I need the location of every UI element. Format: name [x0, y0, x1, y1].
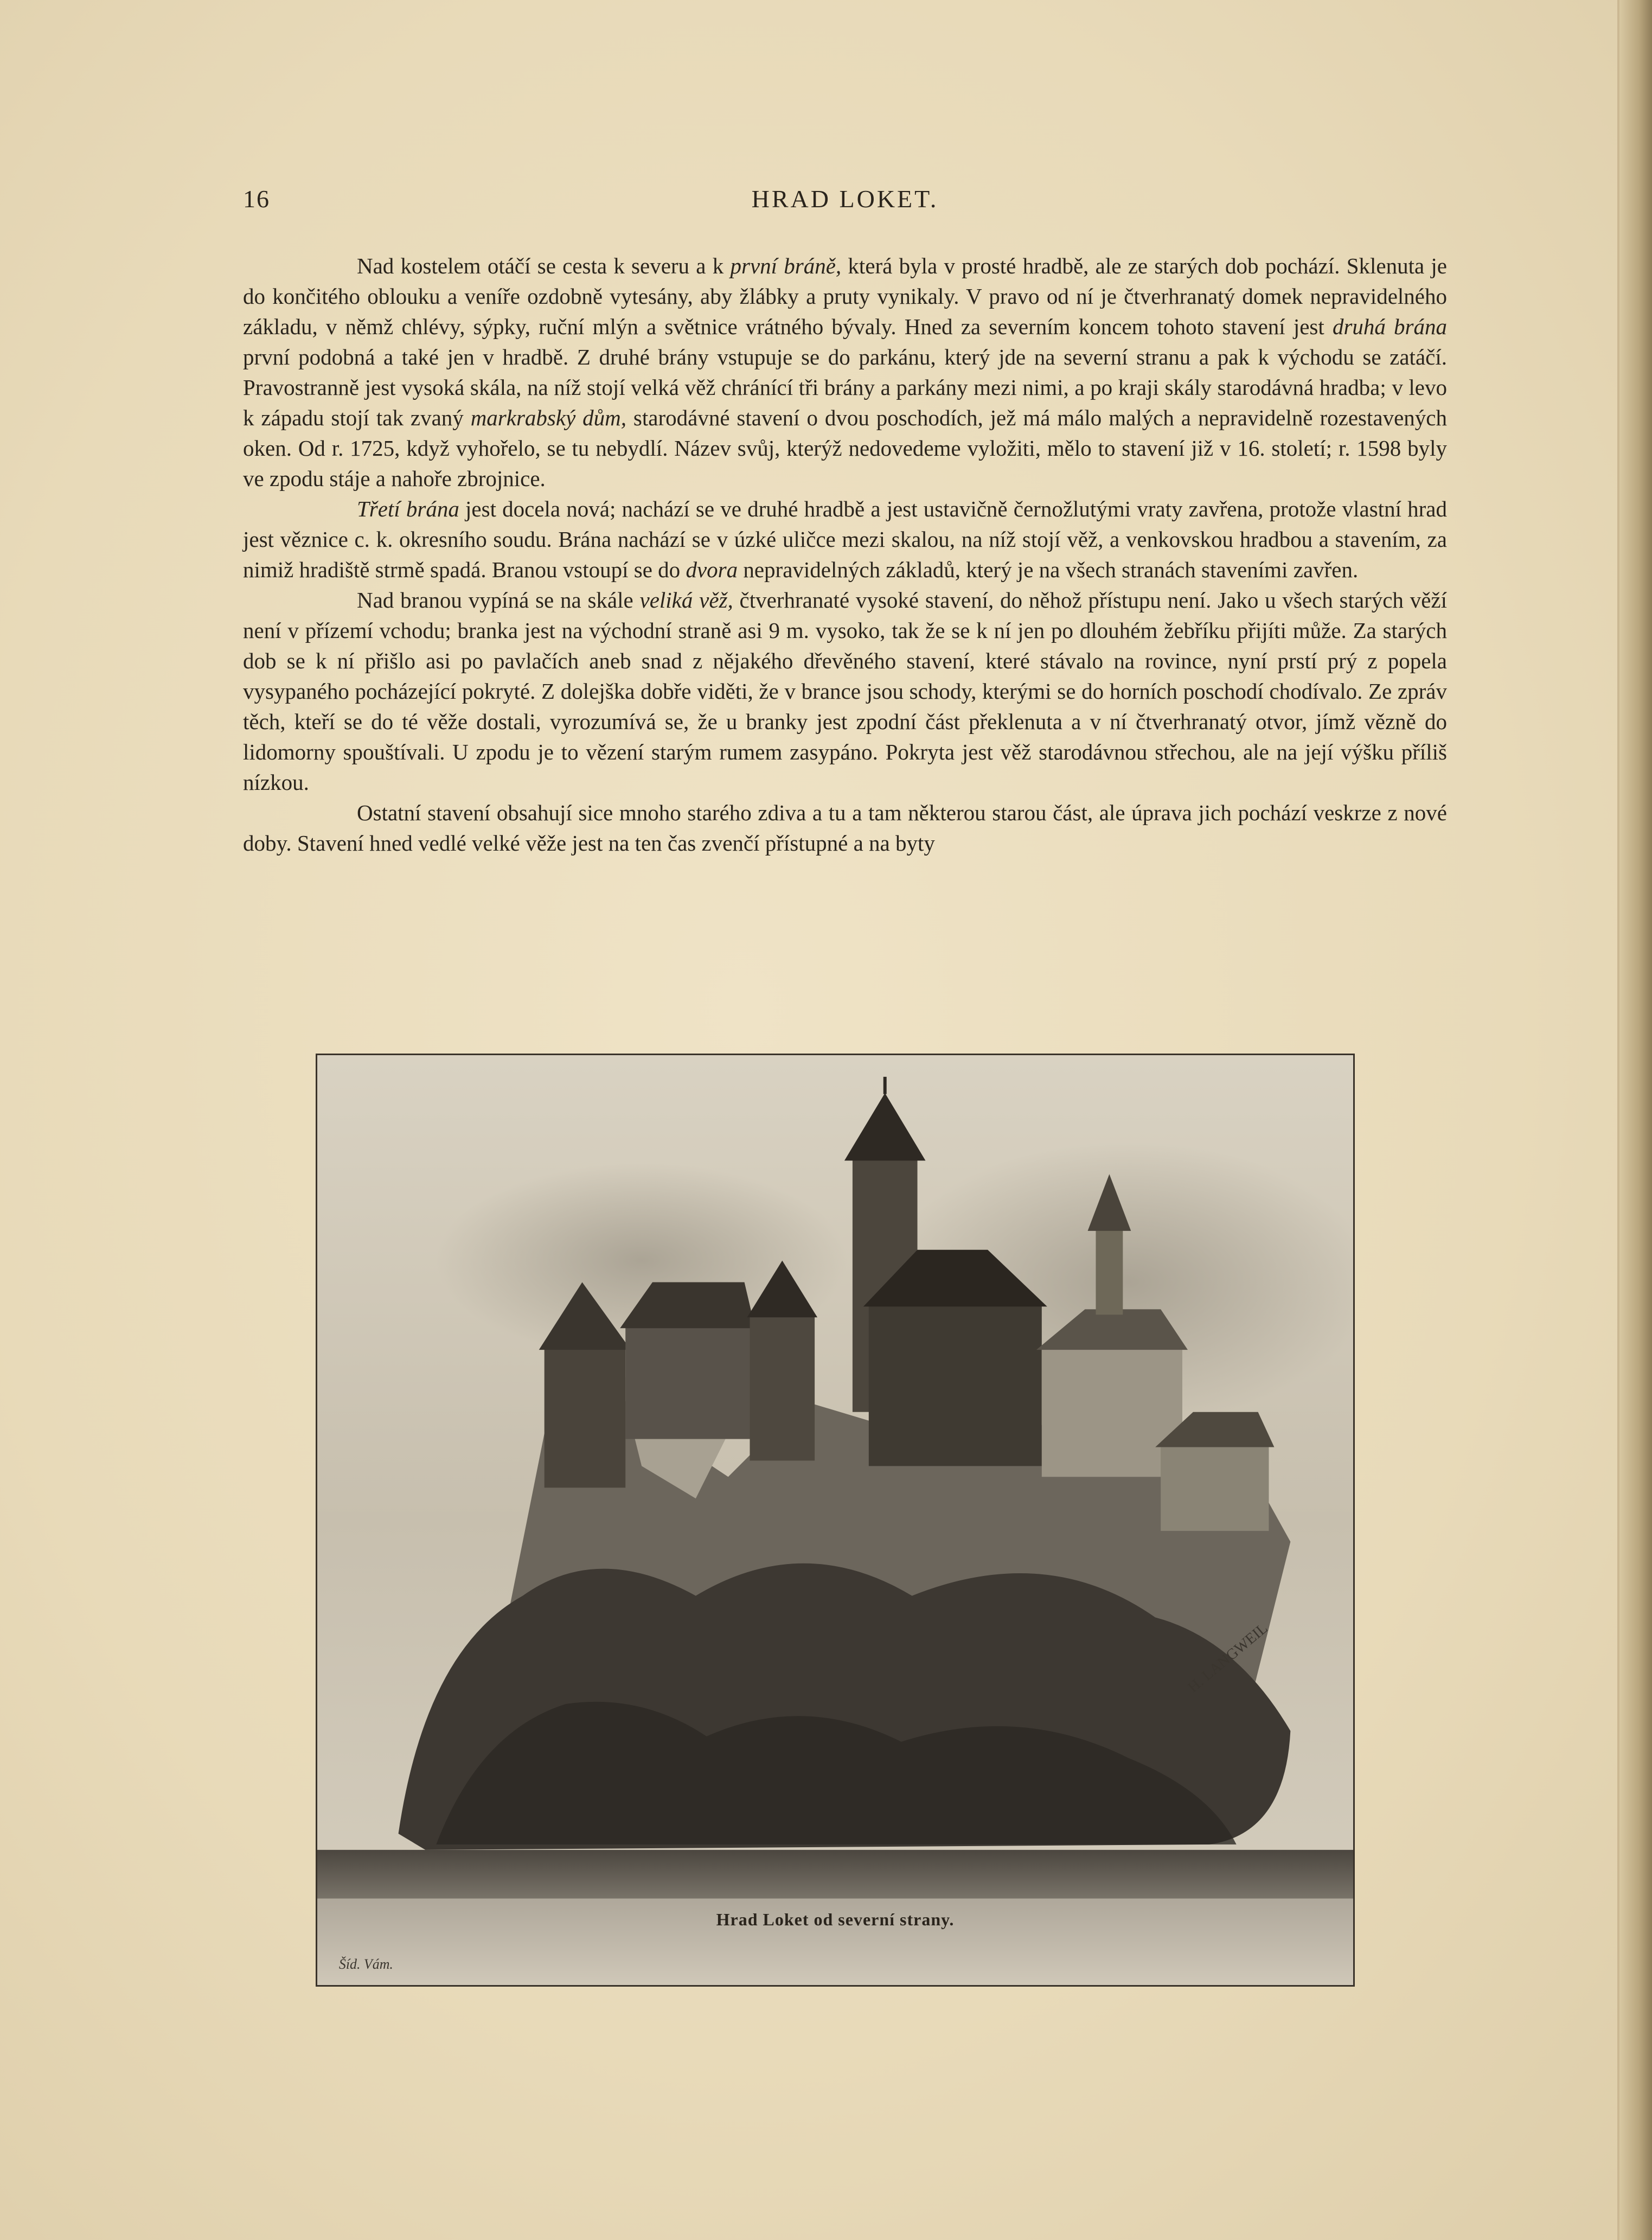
italic-term: veliká věž,	[639, 588, 733, 612]
artist-signature-right: H. LANGWEIL	[1184, 1620, 1271, 1696]
text-run: Nad kostelem otáčí se cesta k severu a k	[357, 253, 731, 278]
running-title: HRAD LOKET.	[751, 185, 939, 213]
page-edge	[1617, 0, 1619, 2240]
text-run: Ostatní stavení obsahují sice mnoho starého zdiva a tu a tam některou starou část, ale úprava jich pochází veskrze z nové doby. Stavení hned vedlé velké věže jest na ten čas zvenčí přístupné a na byty	[243, 800, 1447, 856]
text-run: Nad branou vypíná se na skále	[357, 588, 640, 612]
text-run: první podobná a také jen v hradbě. Z druhé brány vstupuje se do parkánu, který jde na severní stranu a pak k východu se zatáčí. Pravostranně jest vysoká skála, na níž stojí velká věž chránící tři brány a parkány mezi nimi, a po kraji skály starodávná hradba; v levo k západu stojí tak zvaný	[243, 344, 1447, 430]
figure-caption: Hrad Loket od severní strany.	[716, 1910, 955, 1929]
italic-term: Třetí brána	[357, 496, 459, 521]
paragraph	[243, 797, 1447, 858]
paragraph	[243, 585, 1447, 797]
paragraph	[243, 251, 1447, 494]
book-spine-edge	[1619, 0, 1652, 2240]
text-run: která byla v prosté hradbě, ale ze starých dob pochází. Sklenuta je do končitého oblouku a veníře ozdobně vytesány, aby žlábky a pruty vynikaly. V pravo od ní je čtverhranatý domek nepravidelného základu, v němž chlévy, sýpky, ruční mlýn a světnice vrátného bývaly. Hned za severním koncem tohoto stavení jest	[243, 253, 1447, 339]
artist-signature-left: Šíd. Vám.	[338, 1956, 393, 1973]
italic-term: první bráně,	[730, 253, 842, 278]
text-run: čtverhranaté vysoké stavení, do něhož přístupu není. Jako u všech starých věží není v přízemí vchodu; branka jest na východní straně asi 9 m. vysoko, tak že se k ní jen po dlouhém žebříku přijíti může. Za starých dob se k ní přišlo asi po pavlačích aneb snad z nějakého dřevěného stavení, které stávalo na rovince, nyní prstí prý z popela vysypaného pocházející pokryté. Z dolejška dobře viděti, že v brance jsou schody, kterými se do horních poschodí chodívalo. Ze zpráv těch, kteří se do té věže dostali, vyrozumívá se, že u branky jest zpodní část překlenuta a v ní čtverhranatý otvor, jímž vězně do lidomorny spouštívali. U zpodu je to vězení starým rumem zasypáno. Pokryta jest věž starodávnou střechou, ale na její výšku příliš nízkou.	[243, 588, 1447, 795]
text-run: starodávné stavení o dvou poschodích, jež má málo malých a nepravidelně rozestavených oken. Od r. 1725, když vyhořelo, se tu nebydlí. Název svůj, kterýž nedovedeme vyložiti, mělo to stavení již v 16. století; r. 1598 byly ve zpodu stáje a nahoře zbrojnice.	[243, 405, 1447, 491]
castle-illustration	[316, 1054, 1355, 1987]
text-run: nepravidelných základů, který je na všech stranách staveními zavřen.	[738, 557, 1359, 582]
italic-term: druhá brána	[1332, 314, 1447, 339]
page-number: 16	[243, 185, 270, 213]
italic-term: markrabský dům,	[470, 405, 627, 430]
body-text	[243, 251, 1447, 858]
italic-term: dvora	[686, 557, 738, 582]
running-header	[243, 184, 1447, 228]
text-run: jest docela nová; nachází se ve druhé hradbě a jest ustavičně černožlutými vraty zavřena, protože vlastní hrad jest věznice c. k. okresního soudu. Brána nachází se v úzké uličce mezi skalou, na níž stojí věž, a venkovskou hradbou a stavením, za nimiž hradiště strmě spadá. Branou vstoupí se do	[243, 496, 1447, 582]
paragraph	[243, 494, 1447, 585]
